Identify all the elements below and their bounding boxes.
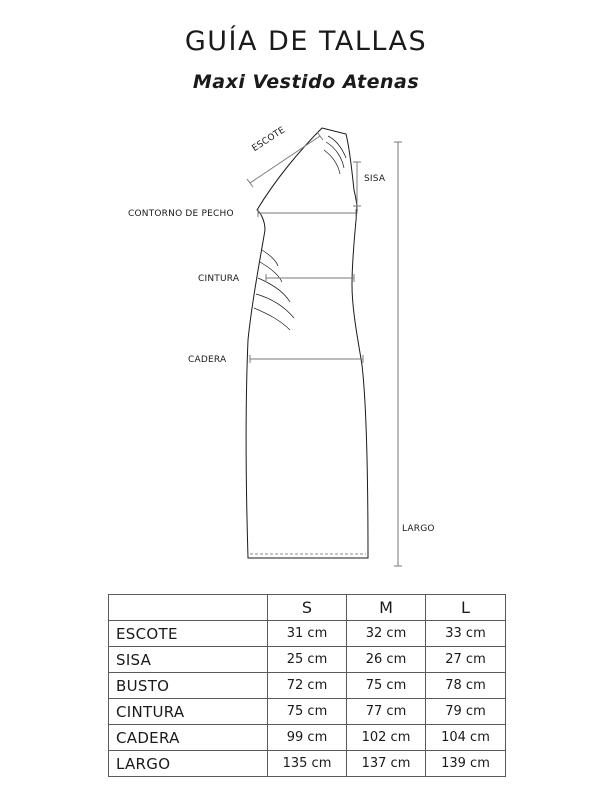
hip-label: CADERA xyxy=(188,355,227,365)
table-cell: 33 cm xyxy=(426,621,506,647)
table-row xyxy=(109,725,506,751)
length-label: LARGO xyxy=(402,524,435,534)
column-header xyxy=(109,595,268,621)
waist-label: CINTURA xyxy=(198,274,240,284)
table-cell: 78 cm xyxy=(426,673,506,699)
row-label: CINTURA xyxy=(109,699,268,725)
table-cell: 135 cm xyxy=(268,751,347,777)
table-row xyxy=(109,647,506,673)
table-cell: 26 cm xyxy=(347,647,426,673)
page-title: GUÍA DE TALLAS xyxy=(184,26,428,57)
armhole-label: SISA xyxy=(364,174,386,184)
table-cell: 27 cm xyxy=(426,647,506,673)
table-cell: 25 cm xyxy=(268,647,347,673)
table-row xyxy=(109,621,506,647)
table-cell: 72 cm xyxy=(268,673,347,699)
row-label: LARGO xyxy=(109,751,268,777)
table-cell: 139 cm xyxy=(426,751,506,777)
table-cell: 32 cm xyxy=(347,621,426,647)
row-label: ESCOTE xyxy=(109,621,268,647)
hip-measure xyxy=(250,355,363,363)
column-header-s: S xyxy=(268,595,347,621)
dress-outline xyxy=(246,128,368,558)
row-label: SISA xyxy=(109,647,268,673)
column-header-l: L xyxy=(426,595,506,621)
neckline-label: ESCOTE xyxy=(250,125,288,154)
table-cell: 31 cm xyxy=(268,621,347,647)
waist-measure xyxy=(266,274,354,282)
size-table xyxy=(108,594,506,777)
table-row xyxy=(109,751,506,777)
table-cell: 77 cm xyxy=(347,699,426,725)
dress-outline-svg xyxy=(100,110,440,580)
waist-gathers xyxy=(254,250,294,330)
shoulder-gathers xyxy=(324,136,346,174)
table-header-row xyxy=(109,595,506,621)
product-name: Maxi Vestido Atenas xyxy=(192,71,420,93)
table-cell: 75 cm xyxy=(268,699,347,725)
column-header-m: M xyxy=(347,595,426,621)
table-cell: 137 cm xyxy=(347,751,426,777)
bust-label: CONTORNO DE PECHO xyxy=(128,209,234,219)
table-row xyxy=(109,673,506,699)
armhole-measure xyxy=(353,162,361,206)
table-row xyxy=(109,699,506,725)
bust-measure xyxy=(258,209,356,217)
table-cell: 102 cm xyxy=(347,725,426,751)
table-cell: 79 cm xyxy=(426,699,506,725)
table-cell: 99 cm xyxy=(268,725,347,751)
length-measure xyxy=(394,142,402,566)
row-label: CADERA xyxy=(109,725,268,751)
table-cell: 75 cm xyxy=(347,673,426,699)
row-label: BUSTO xyxy=(109,673,268,699)
table-cell: 104 cm xyxy=(426,725,506,751)
